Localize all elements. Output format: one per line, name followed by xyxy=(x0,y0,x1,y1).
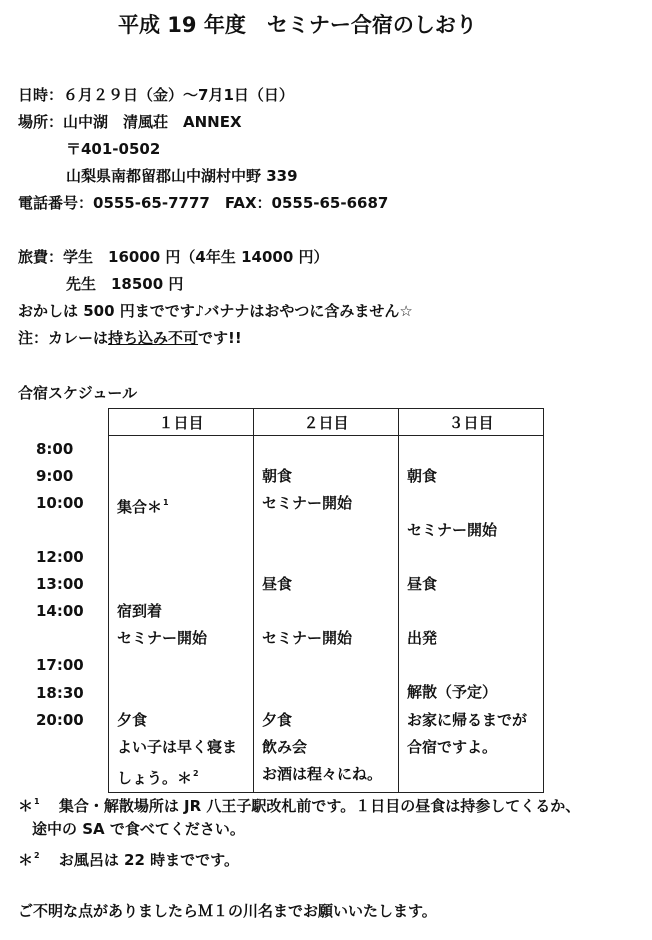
schedule-entry: 宿到着 xyxy=(117,602,163,620)
column-header-day1: １日目 xyxy=(109,409,254,436)
schedule-entry: よい子は早く寝ま xyxy=(117,738,238,756)
postal-code: 〒401-0502 xyxy=(66,140,161,158)
place-line: 場所：山中湖 清風荘 ANNEX xyxy=(18,113,242,131)
day1-column xyxy=(109,436,254,793)
schedule-entry: 出発 xyxy=(407,629,438,647)
time-label: 14:00 xyxy=(36,602,84,620)
curry-note-prefix: 注：カレーは xyxy=(18,329,109,347)
footnote-1-text: 集合・解散場所は JR 八王子駅改札前です。１日目の昼食は持参してくるか、 xyxy=(58,797,581,815)
date-line: 日時：６月２９日（金）～7月1日（日） xyxy=(18,86,294,104)
closing-note: ご不明な点がありましたらＭ１の川名までお願いいたします。 xyxy=(18,902,437,920)
day3-column xyxy=(399,436,544,793)
footnote-1 xyxy=(18,792,580,816)
day2-column xyxy=(254,436,399,793)
footnote-number: 1 xyxy=(34,797,40,806)
time-label: 17:00 xyxy=(36,656,84,674)
schedule-entry: 合宿ですよ。 xyxy=(407,738,498,756)
address-line: 山梨県南都留郡山中湖村中野 339 xyxy=(66,167,298,185)
schedule-table xyxy=(108,408,544,793)
schedule-entry: 夕食 xyxy=(262,711,293,729)
schedule-body-row xyxy=(109,436,544,793)
schedule-entry: 集合＊$^1$ xyxy=(117,498,169,516)
time-label: 12:00 xyxy=(36,548,84,566)
schedule-entry: セミナー開始 xyxy=(262,629,353,647)
footnote-mark: ＊ xyxy=(18,797,34,815)
fee-student: 旅費：学生 16000 円（4年生 14000 円） xyxy=(18,248,329,266)
schedule-entry: 昼食 xyxy=(262,575,293,593)
schedule-entry: 夕食 xyxy=(117,711,148,729)
curry-note xyxy=(18,328,242,348)
footnote-number: 2 xyxy=(34,851,40,860)
time-label: 10:00 xyxy=(36,494,84,512)
time-label: 13:00 xyxy=(36,575,84,593)
time-label: 20:00 xyxy=(36,711,84,729)
time-label: 9:00 xyxy=(36,467,74,485)
footnote-1-continued: 途中の SA で食べてください。 xyxy=(32,820,245,838)
schedule-entry: しょう。＊$^2$ xyxy=(117,769,199,787)
footnote-2-text: お風呂は 22 時までです。 xyxy=(58,851,239,869)
footnote-mark: ＊ xyxy=(18,851,34,869)
time-label: 8:00 xyxy=(36,440,74,458)
column-header-day2: ２日目 xyxy=(254,409,399,436)
snack-note: おかしは 500 円までです♪バナナはおやつに含みません☆ xyxy=(18,302,413,320)
schedule-entry: 解散（予定） xyxy=(407,683,498,701)
schedule-entry: セミナー開始 xyxy=(117,629,208,647)
fee-teacher: 先生 18500 円 xyxy=(66,275,184,293)
column-header-day3: ３日目 xyxy=(399,409,544,436)
schedule-entry: お酒は程々にね。 xyxy=(262,765,383,783)
schedule-entry: 朝食 xyxy=(262,467,293,485)
schedule-entry: セミナー開始 xyxy=(407,521,498,539)
schedule-heading: 合宿スケジュール xyxy=(18,384,138,402)
footnote-2 xyxy=(18,846,239,870)
schedule-entry: 昼食 xyxy=(407,575,438,593)
curry-note-suffix: です!! xyxy=(198,329,242,347)
time-label: 18:30 xyxy=(36,684,84,702)
schedule-entry: 朝食 xyxy=(407,467,438,485)
schedule-header-row xyxy=(109,409,544,436)
schedule-entry: お家に帰るまでが xyxy=(407,711,528,729)
curry-note-emphasis: 持ち込み不可 xyxy=(108,329,199,347)
document-title: 平成 19 年度 セミナー合宿のしおり xyxy=(118,13,477,37)
footnote-ref: 2 xyxy=(193,769,199,778)
footnote-ref: 1 xyxy=(163,498,169,507)
phone-line: 電話番号：0555-65-7777 FAX：0555-65-6687 xyxy=(18,194,389,212)
schedule-entry: 飲み会 xyxy=(262,738,308,756)
schedule-entry: セミナー開始 xyxy=(262,494,353,512)
